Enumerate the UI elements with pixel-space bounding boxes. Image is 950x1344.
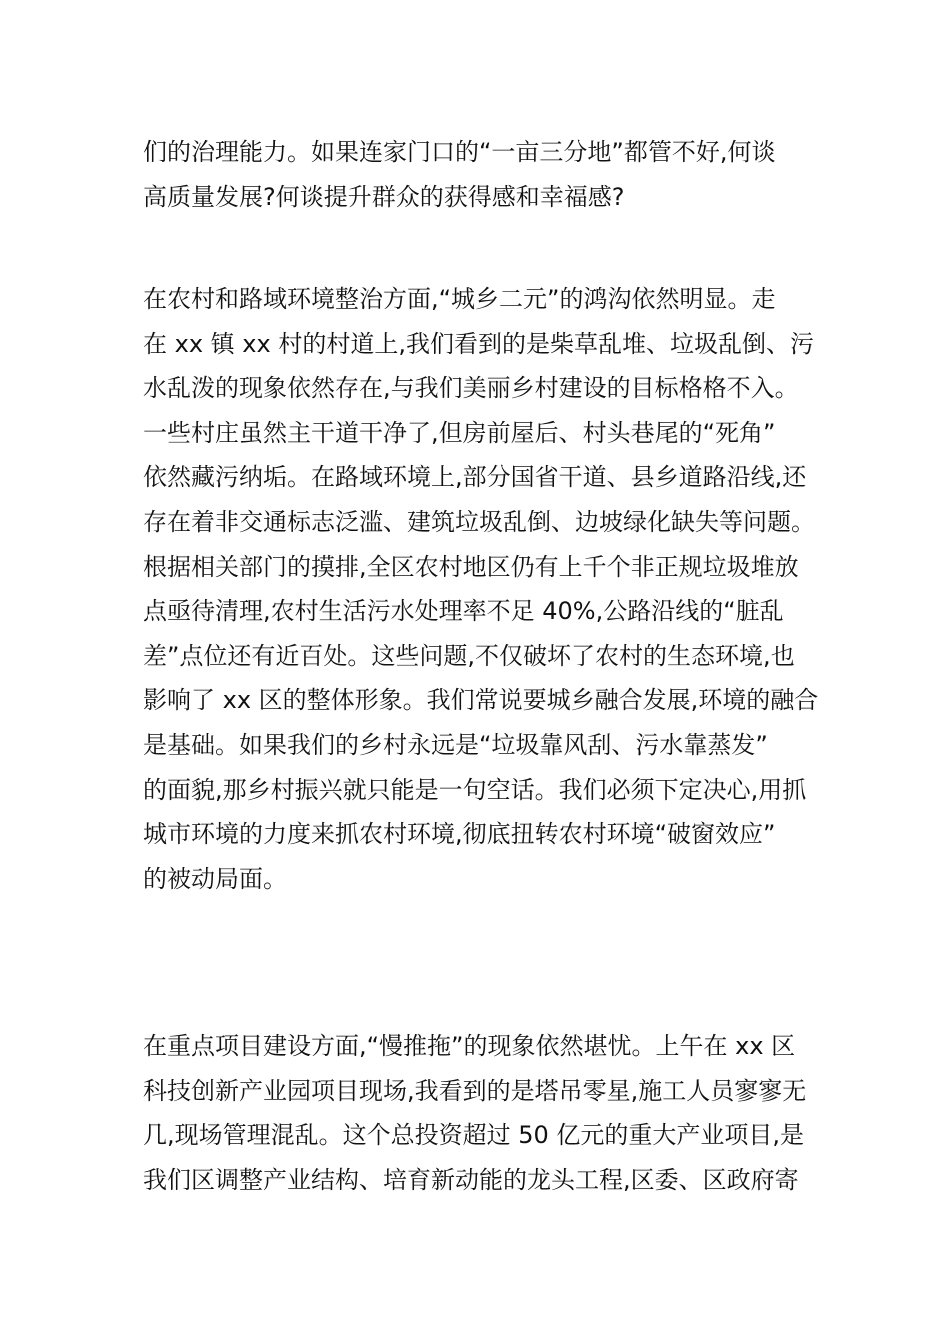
paragraph-key-projects	[143, 1024, 823, 1202]
text-line: 们的治理能力。如果连家门口的“一亩三分地”都管不好,何谈	[143, 138, 776, 166]
text-line: 的面貌,那乡村振兴就只能是一句空话。我们必须下定决心,用抓	[143, 775, 807, 804]
text-line: 高质量发展?何谈提升群众的获得感和幸福感?	[143, 182, 625, 211]
text-line: 的被动局面。	[143, 864, 287, 893]
text-line: 在 xx 镇 xx 村的村道上,我们看到的是柴草乱堆、垃圾乱倒、污	[143, 329, 814, 358]
text-line: 点亟待清理,农村生活污水处理率不足 40%,公路沿线的“脏乱	[143, 597, 784, 626]
text-line: 在重点项目建设方面,“慢推拖”的现象依然堪忧。上午在 xx 区	[143, 1032, 796, 1060]
text-line: 一些村庄虽然主干道干净了,但房前屋后、村头巷尾的“死角”	[143, 418, 776, 447]
text-line: 水乱泼的现象依然存在,与我们美丽乡村建设的目标格格不入。	[143, 374, 799, 403]
text-line: 我们区调整产业结构、培育新动能的龙头工程,区委、区政府寄	[143, 1165, 799, 1194]
text-line: 依然藏污纳垢。在路域环境上,部分国省干道、县乡道路沿线,还	[143, 463, 807, 492]
text-line: 在农村和路域环境整治方面,“城乡二元”的鸿沟依然明显。走	[143, 285, 776, 313]
text-line: 差”点位还有近百处。这些问题,不仅破坏了农村的生态环境,也	[143, 641, 795, 670]
text-line: 影响了 xx 区的整体形象。我们常说要城乡融合发展,环境的融合	[143, 686, 819, 715]
text-line: 根据相关部门的摸排,全区农村地区仍有上千个非正规垃圾堆放	[143, 552, 799, 581]
text-line: 科技创新产业园项目现场,我看到的是塔吊零星,施工人员寥寥无	[143, 1076, 807, 1105]
text-line: 存在着非交通标志泛滥、建筑垃圾乱倒、边坡绿化缺失等问题。	[143, 507, 815, 536]
text-line: 几,现场管理混乱。这个总投资超过 50 亿元的重大产业项目,是	[143, 1121, 805, 1150]
paragraph-rural-environment	[143, 277, 823, 901]
paragraph-governance	[143, 130, 823, 219]
text-line: 城市环境的力度来抓农村环境,彻底扭转农村环境“破窗效应”	[143, 820, 776, 849]
text-line: 是基础。如果我们的乡村永远是“垃圾靠风刮、污水靠蒸发”	[143, 730, 768, 759]
